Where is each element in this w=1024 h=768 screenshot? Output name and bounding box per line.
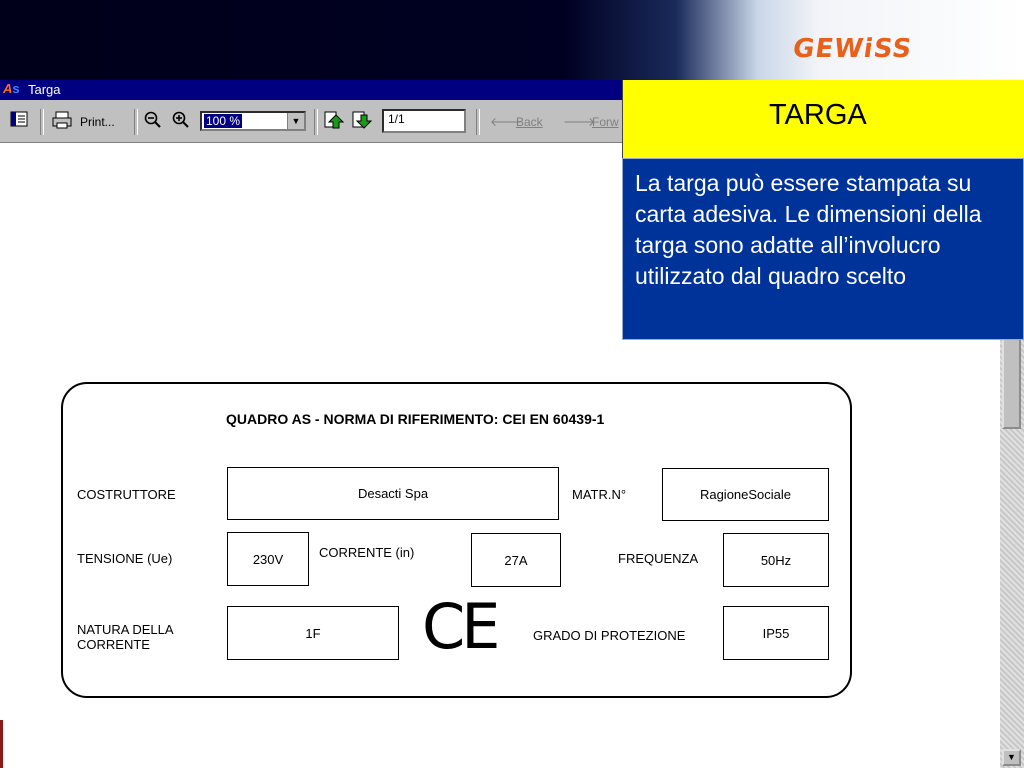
tensione-field: 230V — [227, 532, 309, 586]
forward-button[interactable]: Forw — [592, 115, 619, 129]
page-number-field[interactable]: 1/1 — [382, 109, 466, 133]
plate-title: QUADRO AS - NORMA DI RIFERIMENTO: CEI EN 60439-1 — [226, 411, 605, 427]
top-banner — [0, 0, 1024, 80]
back-button[interactable]: Back — [516, 115, 543, 129]
print-button[interactable]: Print... — [80, 115, 115, 129]
matr-label: MATR.N° — [572, 487, 627, 502]
protezione-field: IP55 — [723, 606, 829, 660]
toggle-panel-icon[interactable] — [10, 111, 28, 133]
toolbar-separator — [134, 109, 138, 135]
frequenza-field: 50Hz — [723, 533, 829, 587]
gewiss-logo: GEWiSS — [790, 34, 915, 64]
scroll-down-icon[interactable]: ▼ — [1002, 749, 1021, 766]
frequenza-label: FREQUENZA — [618, 551, 699, 566]
natura-field: 1F — [227, 606, 399, 660]
zoom-out-icon[interactable] — [144, 111, 162, 133]
costruttore-field: Desacti Spa — [227, 467, 559, 520]
page-up-icon[interactable] — [324, 111, 344, 133]
window-title: Targa — [28, 82, 61, 97]
chevron-down-icon[interactable]: ▼ — [287, 113, 304, 129]
corrente-field: 27A — [471, 533, 561, 587]
page-down-icon[interactable] — [352, 111, 372, 133]
toolbar-separator — [476, 109, 480, 135]
callout-text: La targa può essere stampata su carta adesiva. Le dimensioni della targa sono adatte all’involucro utilizzato dal quadro scelto — [622, 158, 1024, 340]
ce-mark: CE — [422, 590, 497, 663]
back-arrow-icon[interactable]: 🡐 — [490, 115, 523, 129]
printer-icon[interactable] — [52, 111, 72, 133]
tensione-label: TENSIONE (Ue) — [77, 551, 173, 566]
costruttore-label: COSTRUTTORE — [77, 487, 176, 502]
toolbar-separator — [40, 109, 44, 135]
natura-label — [77, 622, 174, 652]
protezione-label: GRADO DI PROTEZIONE — [533, 628, 686, 643]
zoom-select[interactable] — [200, 111, 306, 131]
forward-arrow-icon[interactable]: 🡒 — [563, 115, 596, 129]
app-icon: As — [3, 81, 20, 96]
zoom-in-icon[interactable] — [172, 111, 190, 133]
callout-title: TARGA — [769, 99, 867, 131]
matr-field: RagioneSociale — [662, 468, 829, 521]
window-edge — [0, 720, 3, 768]
natura-label-line2: CORRENTE — [77, 637, 150, 652]
toolbar-separator — [314, 109, 318, 135]
zoom-value: 100 % — [206, 114, 241, 128]
scrollbar-thumb[interactable] — [1002, 333, 1021, 429]
corrente-label: CORRENTE (in) — [319, 545, 415, 560]
callout-title-box — [622, 80, 1024, 158]
natura-label-line1: NATURA DELLA — [77, 622, 174, 637]
